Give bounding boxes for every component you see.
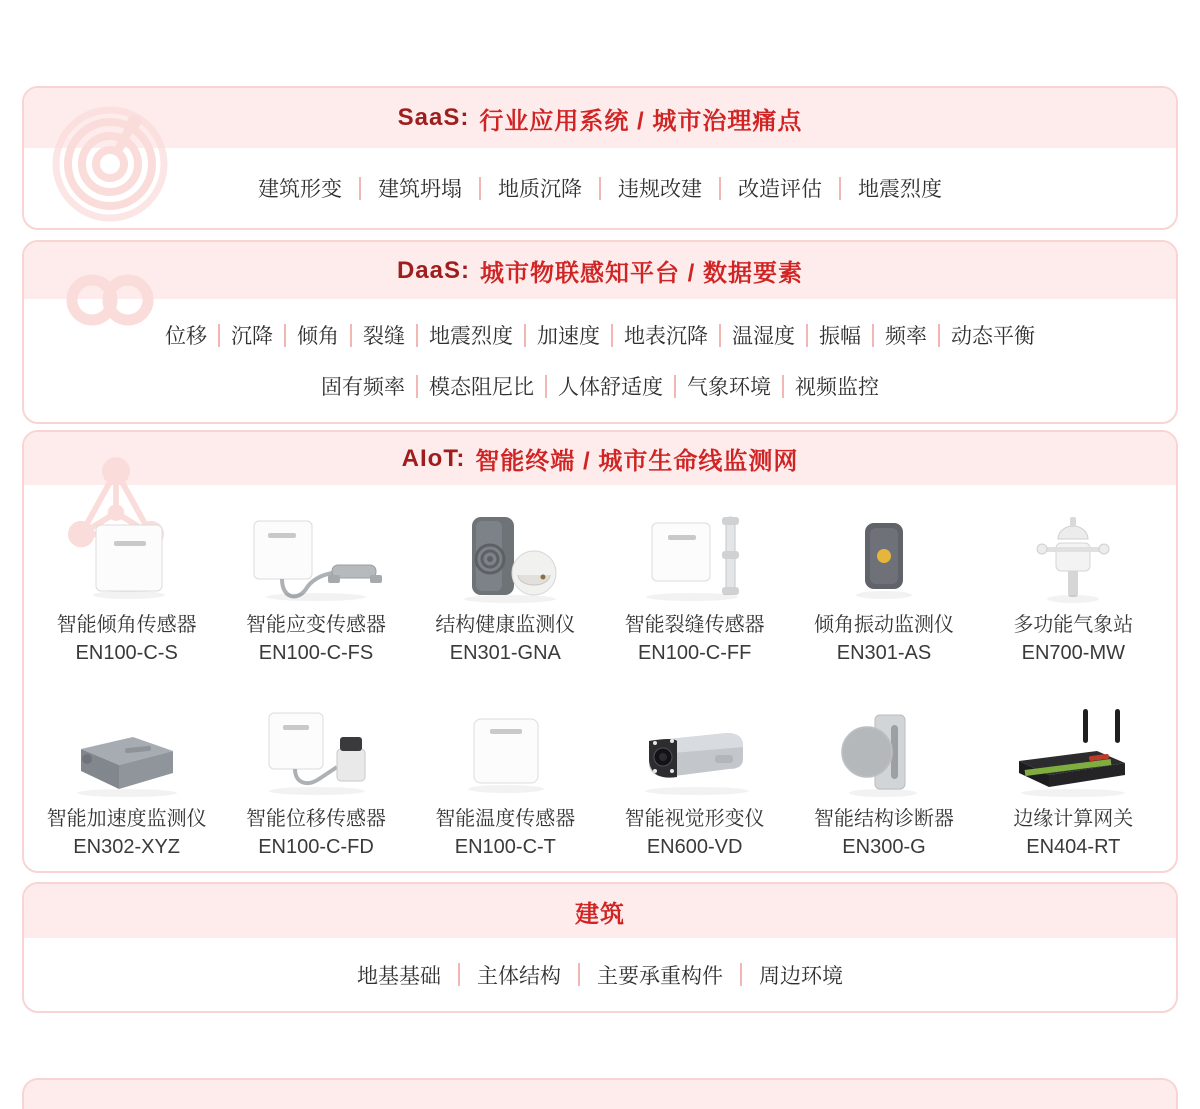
list-item: 地表沉降 <box>624 325 708 348</box>
product-card <box>789 513 978 667</box>
aiot-header-band <box>24 432 1176 485</box>
product-card <box>221 707 410 861</box>
daas-header-band <box>24 242 1176 299</box>
product-photo-weather-station <box>998 513 1148 605</box>
product-card <box>979 513 1168 667</box>
list-item: 地震烈度 <box>858 178 942 201</box>
saas-panel <box>22 86 1178 230</box>
list-item: 视频监控 <box>795 376 879 399</box>
product-photo-vision-camera <box>615 707 775 799</box>
saas-title-prefix: SaaS: <box>397 104 470 131</box>
product-name: 智能加速度监测仪 <box>46 808 207 830</box>
list-item: 地震烈度 <box>429 325 513 348</box>
product-card <box>32 513 221 667</box>
daas-title-main: 城市物联感知平台 / 数据要素 <box>480 260 804 287</box>
product-photo-temperature-sensor <box>430 707 580 799</box>
product-model: EN100-C-S <box>75 642 178 664</box>
product-card <box>789 707 978 861</box>
product-model: EN404-RT <box>1026 836 1121 858</box>
saas-items <box>241 173 959 203</box>
product-model: EN100-C-FF <box>637 642 752 664</box>
product-photo-tilt-sensor <box>52 513 202 605</box>
list-item: 改造评估 <box>738 178 822 201</box>
product-card <box>411 513 600 667</box>
product-name: 智能温度传感器 <box>435 808 576 830</box>
list-item: 主要承重构件 <box>597 964 723 988</box>
daas-title-prefix: DaaS: <box>396 256 470 284</box>
product-model: EN300-G <box>842 836 926 858</box>
list-item: 振幅 <box>819 325 861 348</box>
daas-body <box>24 299 1176 422</box>
list-item: 人体舒适度 <box>558 376 663 399</box>
product-card <box>600 707 789 861</box>
saas-title-main: 行业应用系统 / 城市治理痛点 <box>479 107 803 135</box>
product-model: EN600-VD <box>646 836 743 858</box>
product-photo-displacement-sensor <box>241 707 391 799</box>
product-photo-edge-gateway <box>993 707 1153 799</box>
aiot-title-prefix: AIoT: <box>401 444 466 472</box>
list-item: 地质沉降 <box>498 178 582 201</box>
product-photo-structure-diagnoser <box>809 707 959 799</box>
product-photo-strain-sensor <box>236 513 396 605</box>
list-item: 地基基础 <box>357 964 441 988</box>
product-model: EN301-GNA <box>449 642 561 664</box>
building-title-text: 建筑 <box>575 900 625 928</box>
product-photo-accelerometer <box>47 707 207 799</box>
product-name: 智能位移传感器 <box>245 808 386 830</box>
list-item: 温湿度 <box>732 325 795 348</box>
list-item: 倾角 <box>297 325 339 348</box>
list-item: 周边环境 <box>759 964 843 988</box>
product-photo-crack-sensor <box>620 513 770 605</box>
saas-body <box>24 148 1176 228</box>
product-card <box>600 513 789 667</box>
daas-items-row2 <box>24 371 1176 401</box>
list-item: 沉降 <box>231 325 273 348</box>
aiot-title-main: 智能终端 / 城市生命线监测网 <box>475 448 799 475</box>
aiot-panel <box>22 430 1178 873</box>
product-name: 智能倾角传感器 <box>56 614 197 636</box>
list-item: 气象环境 <box>687 376 771 399</box>
list-item: 动态平衡 <box>951 325 1035 348</box>
building-header-band <box>24 884 1176 938</box>
saas-header-band <box>24 88 1176 148</box>
daas-items-row1 <box>24 320 1176 350</box>
product-model: EN100-C-T <box>454 836 556 858</box>
product-name: 结构健康监测仪 <box>435 614 576 636</box>
product-card <box>221 513 410 667</box>
product-name: 智能应变传感器 <box>245 614 386 636</box>
list-item: 频率 <box>885 325 927 348</box>
product-name: 智能视觉形变仪 <box>624 808 765 830</box>
product-model: EN301-AS <box>836 642 932 664</box>
product-card <box>979 707 1168 861</box>
building-body <box>24 938 1176 1011</box>
product-name: 多功能气象站 <box>1013 614 1134 636</box>
list-item: 加速度 <box>537 325 600 348</box>
building-items <box>340 960 860 990</box>
product-card <box>32 707 221 861</box>
aiot-title <box>402 441 799 476</box>
daas-title <box>397 253 803 288</box>
list-item: 主体结构 <box>477 964 561 988</box>
building-title <box>575 894 625 929</box>
product-model: EN100-C-FD <box>258 836 374 858</box>
list-item: 裂缝 <box>363 325 405 348</box>
saas-title <box>398 101 803 136</box>
list-item: 模态阻尼比 <box>429 376 534 399</box>
product-name: 智能裂缝传感器 <box>624 614 765 636</box>
product-grid <box>32 513 1168 861</box>
product-photo-structural-health-monitor <box>430 513 580 605</box>
product-model: EN700-MW <box>1021 642 1125 664</box>
list-item: 建筑形变 <box>258 178 342 201</box>
daas-panel <box>22 240 1178 424</box>
next-panel-cutoff <box>22 1078 1178 1109</box>
list-item: 固有频率 <box>321 376 405 399</box>
product-name: 边缘计算网关 <box>1013 808 1134 830</box>
product-photo-tilt-vibration-monitor <box>809 513 959 605</box>
building-panel <box>22 882 1178 1013</box>
product-card <box>411 707 600 861</box>
list-item: 位移 <box>165 325 207 348</box>
product-name: 智能结构诊断器 <box>813 808 954 830</box>
list-item: 建筑坍塌 <box>378 178 462 201</box>
list-item: 违规改建 <box>618 178 702 201</box>
product-model: EN100-C-FS <box>258 642 374 664</box>
product-model: EN302-XYZ <box>73 836 181 858</box>
product-name: 倾角振动监测仪 <box>813 614 954 636</box>
